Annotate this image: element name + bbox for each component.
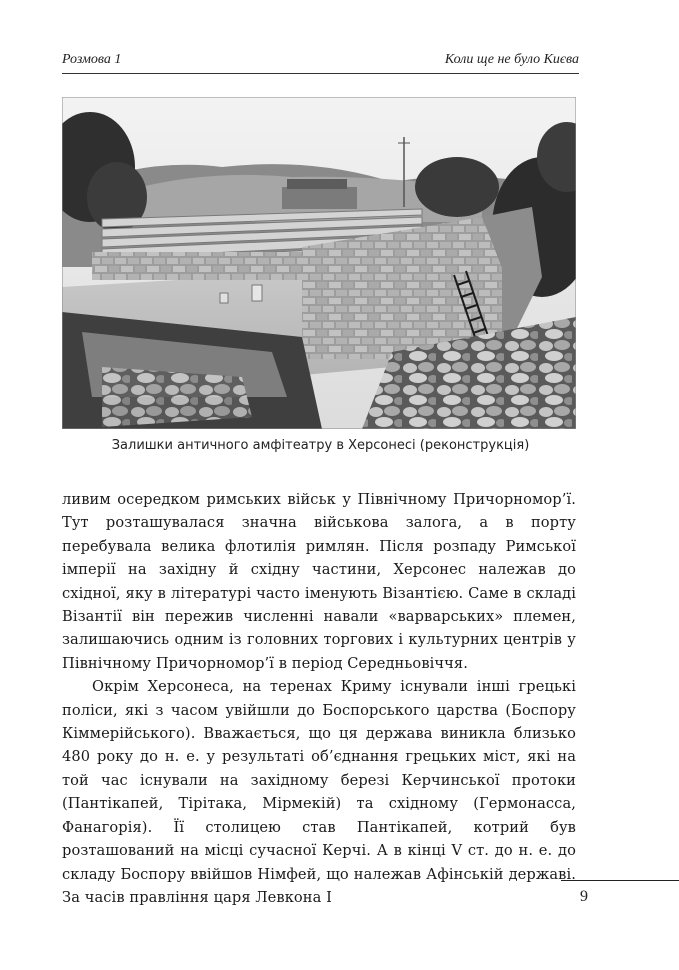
- amphitheatre-photo: [62, 97, 576, 429]
- body-text: [62, 488, 576, 909]
- figure-caption: Залишки античного амфітеатру в Херсонесі (реконструкція): [111, 438, 530, 453]
- paragraph-1: ливим осередком римських військ у Північному Причорномор’ї. Тут розташувалася значна військова залога, а в порту перебувала велика флотилія римлян. Після розпаду Римської імперії на західну й східну частини, Херсонес належав до східної, яку в літературі часто іменують Візантією. Саме в складі Візантії він пережив численні навали «варварських» племен, залишаючись одним із головних торгових і культурних центрів у Північному Причорномор’ї в період Середньовіччя.: [62, 491, 576, 672]
- header-rule: [62, 73, 579, 74]
- header-book-title: Коли ще не було Києва: [444, 52, 579, 67]
- paragraph-2: Окрім Херсонеса, на теренах Криму існували інші грецькі поліси, які з часом увійшли до Боспорського царства (Боспору Кіммерійського). Вважається, що ця держава виникла близько 480 року до н. е. у результаті об’єднання грецьких міст, які на той час існували на західному березі Керчинської протоки (Пантікапей, Тірітака, Мірмекій) та східному (Гермонасса, Фанагорія). Її столицею став Пантікапей, котрий був розташований на місці сучасної Керчі. А в кінці V ст. до н. е. до складу Боспору ввійшов Німфей, що належав Афінській державі. За часів правління царя Левкона І: [62, 678, 576, 906]
- header-chapter: Розмова 1: [62, 52, 122, 67]
- running-header: [62, 52, 579, 72]
- footer-rule: [561, 880, 679, 881]
- page-number: 9: [580, 888, 588, 905]
